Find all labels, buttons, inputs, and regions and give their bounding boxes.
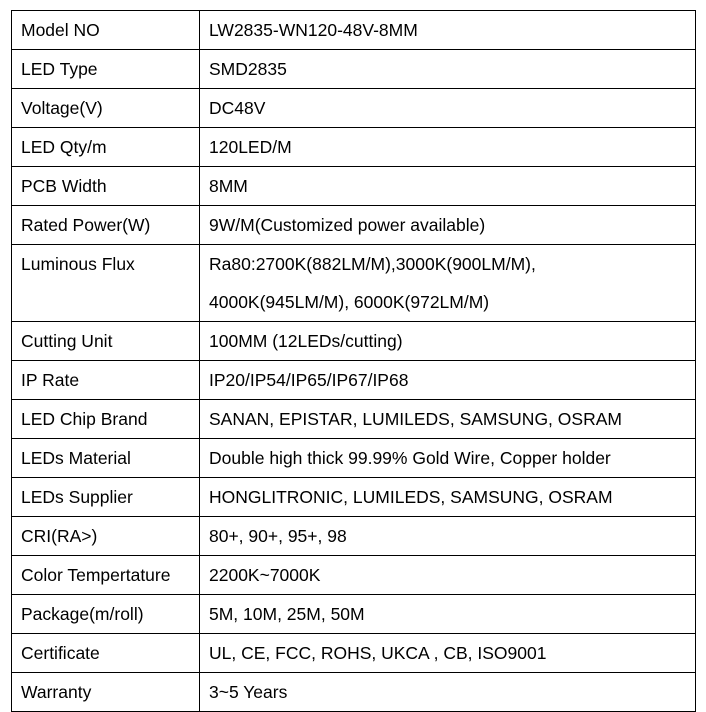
table-row bbox=[12, 556, 696, 595]
table-row bbox=[12, 89, 696, 128]
table-row bbox=[12, 11, 696, 50]
table-row bbox=[12, 673, 696, 712]
row-label: LEDs Material bbox=[12, 439, 200, 478]
value-line: Ra80:2700K(882LM/M),3000K(900LM/M), bbox=[209, 254, 536, 274]
table-row bbox=[12, 400, 696, 439]
table-row bbox=[12, 206, 696, 245]
row-label: Luminous Flux bbox=[12, 245, 200, 322]
row-value: 80+, 90+, 95+, 98 bbox=[200, 517, 696, 556]
row-value: UL, CE, FCC, ROHS, UKCA , CB, ISO9001 bbox=[200, 634, 696, 673]
table-row bbox=[12, 245, 696, 322]
row-value: 9W/M(Customized power available) bbox=[200, 206, 696, 245]
table-row bbox=[12, 128, 696, 167]
row-label: LEDs Supplier bbox=[12, 478, 200, 517]
row-value: 8MM bbox=[200, 167, 696, 206]
table-row bbox=[12, 595, 696, 634]
table-row bbox=[12, 167, 696, 206]
row-label: LED Qty/m bbox=[12, 128, 200, 167]
table-row bbox=[12, 361, 696, 400]
row-value: 100MM (12LEDs/cutting) bbox=[200, 322, 696, 361]
row-label: Color Tempertature bbox=[12, 556, 200, 595]
row-label: LED Chip Brand bbox=[12, 400, 200, 439]
row-label: Certificate bbox=[12, 634, 200, 673]
table-row bbox=[12, 50, 696, 89]
row-label: Rated Power(W) bbox=[12, 206, 200, 245]
row-label: Model NO bbox=[12, 11, 200, 50]
row-value: 2200K~7000K bbox=[200, 556, 696, 595]
row-value: 120LED/M bbox=[200, 128, 696, 167]
table-row bbox=[12, 634, 696, 673]
row-label: IP Rate bbox=[12, 361, 200, 400]
table-row bbox=[12, 439, 696, 478]
row-label: Cutting Unit bbox=[12, 322, 200, 361]
row-value: HONGLITRONIC, LUMILEDS, SAMSUNG, OSRAM bbox=[200, 478, 696, 517]
row-value: 5M, 10M, 25M, 50M bbox=[200, 595, 696, 634]
table-row bbox=[12, 517, 696, 556]
row-label: Warranty bbox=[12, 673, 200, 712]
row-label: Voltage(V) bbox=[12, 89, 200, 128]
row-value: LW2835-WN120-48V-8MM bbox=[200, 11, 696, 50]
row-value: IP20/IP54/IP65/IP67/IP68 bbox=[200, 361, 696, 400]
row-value: DC48V bbox=[200, 89, 696, 128]
table-row bbox=[12, 478, 696, 517]
row-label: Package(m/roll) bbox=[12, 595, 200, 634]
row-value: Double high thick 99.99% Gold Wire, Copper holder bbox=[200, 439, 696, 478]
row-value: 3~5 Years bbox=[200, 673, 696, 712]
row-value: SMD2835 bbox=[200, 50, 696, 89]
row-label: LED Type bbox=[12, 50, 200, 89]
value-line: 4000K(945LM/M), 6000K(972LM/M) bbox=[209, 292, 490, 312]
table-row bbox=[12, 322, 696, 361]
row-label: PCB Width bbox=[12, 167, 200, 206]
spec-table bbox=[11, 10, 696, 712]
row-value: SANAN, EPISTAR, LUMILEDS, SAMSUNG, OSRAM bbox=[200, 400, 696, 439]
row-value bbox=[200, 245, 696, 322]
row-label: CRI(RA>) bbox=[12, 517, 200, 556]
